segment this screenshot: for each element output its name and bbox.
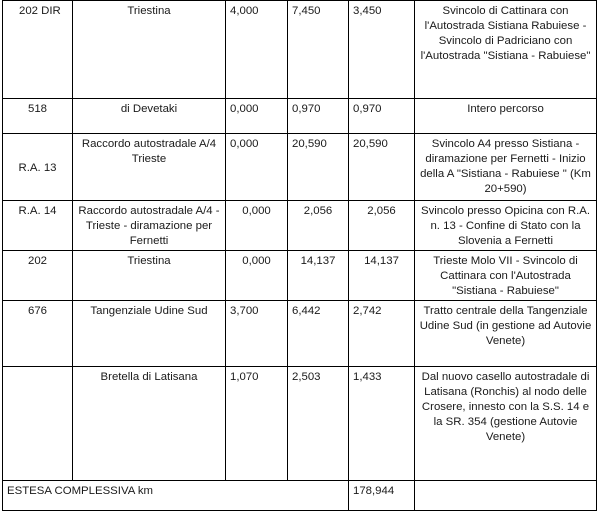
- table-row: [3, 367, 597, 481]
- road-name-cell: Bretella di Latisana: [73, 367, 226, 481]
- km-to-cell: 14,137: [288, 251, 349, 301]
- road-code-cell: 676: [3, 301, 73, 367]
- roads-table: [2, 0, 597, 511]
- road-name-cell: di Devetaki: [73, 99, 226, 134]
- table-row: [3, 99, 597, 134]
- road-code-text: R.A. 13: [18, 162, 57, 174]
- total-length-cell: 178,944: [349, 481, 415, 511]
- km-from-cell: 0,000: [226, 99, 288, 134]
- km-to-cell: 7,450: [288, 1, 349, 99]
- road-code-cell: 202 DIR: [3, 1, 73, 99]
- km-to-cell: 20,590: [288, 134, 349, 201]
- road-code-cell: 202: [3, 251, 73, 301]
- table-row: [3, 201, 597, 251]
- table-row: [3, 1, 597, 99]
- road-name-cell: Triestina: [73, 1, 226, 99]
- roads-table-container: [2, 0, 597, 511]
- road-code-cell: 518: [3, 99, 73, 134]
- description-cell: Svincolo presso Opicina con R.A. n. 13 - Confine di Stato con la Slovenia a Fernetti: [415, 201, 597, 251]
- road-code-cell: [3, 134, 73, 201]
- length-cell: 2,742: [349, 301, 415, 367]
- length-cell: 20,590: [349, 134, 415, 201]
- total-description-cell: [415, 481, 597, 511]
- km-to-cell: 0,970: [288, 99, 349, 134]
- description-cell: Svincolo A4 presso Sistiana - diramazione per Fernetti - Inizio della A "Sistiana - Rabuiese " (Km 20+590): [415, 134, 597, 201]
- road-code-cell: [3, 367, 73, 481]
- km-from-cell: 3,700: [226, 301, 288, 367]
- total-label-cell: ESTESA COMPLESSIVA km: [3, 481, 349, 511]
- description-cell: Dal nuovo casello autostradale di Latisana (Ronchis) al nodo delle Crosere, innesto con la S.S. 14 e la SR. 354 (gestione Autovie Venete): [415, 367, 597, 481]
- length-cell: 2,056: [349, 201, 415, 251]
- table-row: [3, 251, 597, 301]
- description-cell: Trieste Molo VII - Svincolo di Cattinara con l'Autostrada "Sistiana - Rabuiese": [415, 251, 597, 301]
- total-row: [3, 481, 597, 511]
- length-cell: 1,433: [349, 367, 415, 481]
- road-name-cell: Triestina: [73, 251, 226, 301]
- description-cell: Intero percorso: [415, 99, 597, 134]
- road-name-cell: Raccordo autostradale A/4 -Trieste - diramazione per Fernetti: [73, 201, 226, 251]
- km-from-cell: 4,000: [226, 1, 288, 99]
- road-name-cell: Raccordo autostradale A/4 Trieste: [73, 134, 226, 201]
- table-row: [3, 301, 597, 367]
- description-cell: Tratto centrale della Tangenziale Udine Sud (in gestione ad Autovie Venete): [415, 301, 597, 367]
- km-from-cell: 0,000: [226, 201, 288, 251]
- km-from-cell: 0,000: [226, 134, 288, 201]
- km-to-cell: 2,056: [288, 201, 349, 251]
- road-name-cell: Tangenziale Udine Sud: [73, 301, 226, 367]
- description-cell: Svincolo di Cattinara con l'Autostrada Sistiana Rabuiese - Svincolo di Padriciano con l'Autostrada "Sistiana - Rabuiese": [415, 1, 597, 99]
- km-from-cell: 0,000: [226, 251, 288, 301]
- km-to-cell: 6,442: [288, 301, 349, 367]
- length-cell: 3,450: [349, 1, 415, 99]
- table-row: [3, 134, 597, 201]
- length-cell: 14,137: [349, 251, 415, 301]
- km-from-cell: 1,070: [226, 367, 288, 481]
- km-to-cell: 2,503: [288, 367, 349, 481]
- road-code-cell: R.A. 14: [3, 201, 73, 251]
- length-cell: 0,970: [349, 99, 415, 134]
